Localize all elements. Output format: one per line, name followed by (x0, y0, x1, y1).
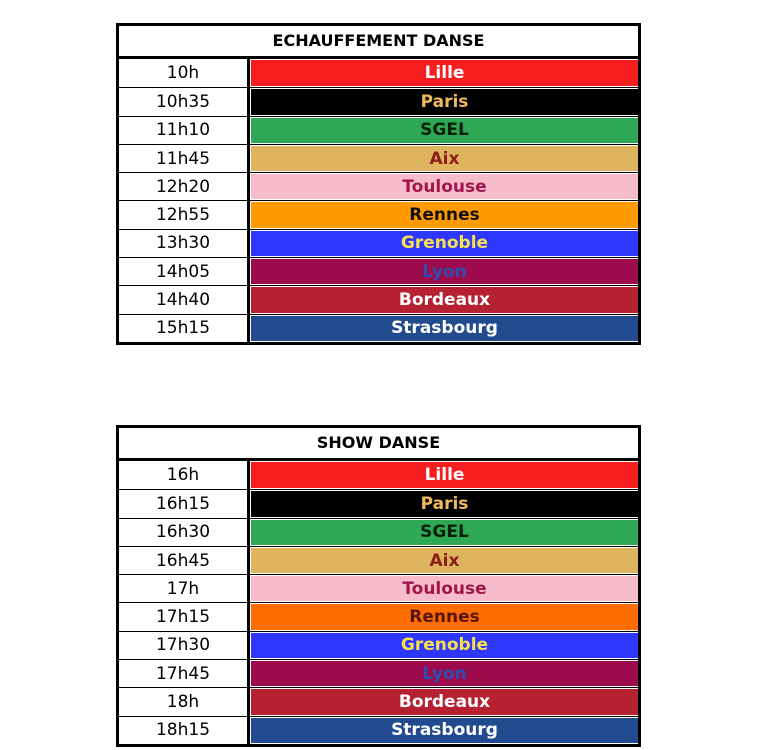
warmup-schedule-table (116, 23, 641, 345)
time-cell: 17h15 (119, 603, 250, 630)
city-cell: Paris (251, 89, 638, 114)
city-cell: Bordeaux (251, 689, 638, 714)
table-row (119, 716, 638, 744)
city-cell: Strasbourg (251, 718, 638, 743)
time-cell: 11h10 (119, 117, 250, 144)
table-title: SHOW DANSE (119, 428, 638, 461)
time-cell: 14h05 (119, 258, 250, 285)
city-cell: Toulouse (251, 576, 638, 601)
table-row (119, 144, 638, 172)
time-cell: 16h15 (119, 490, 250, 517)
city-cell: Lyon (251, 661, 638, 686)
show-schedule-table (116, 425, 641, 747)
table-row (119, 59, 638, 87)
time-cell: 14h40 (119, 286, 250, 313)
time-cell: 17h (119, 575, 250, 602)
time-cell: 17h45 (119, 660, 250, 687)
time-cell: 10h35 (119, 88, 250, 115)
table-row (119, 546, 638, 574)
city-cell: Lille (251, 60, 638, 86)
time-cell: 15h15 (119, 315, 250, 342)
city-cell: Rennes (251, 604, 638, 629)
time-cell: 12h20 (119, 173, 250, 200)
time-cell: 11h45 (119, 145, 250, 172)
table-row (119, 87, 638, 115)
time-cell: 12h55 (119, 201, 250, 228)
city-cell: Toulouse (251, 174, 638, 199)
city-cell: Lille (251, 462, 638, 488)
table-row (119, 200, 638, 228)
city-cell: Bordeaux (251, 287, 638, 312)
time-cell: 16h45 (119, 547, 250, 574)
table-row (119, 257, 638, 285)
table-title: ECHAUFFEMENT DANSE (119, 26, 638, 59)
schedule-rows (119, 461, 638, 744)
table-row (119, 285, 638, 313)
time-cell: 16h (119, 461, 250, 489)
city-cell: Rennes (251, 202, 638, 227)
table-row (119, 602, 638, 630)
table-row (119, 687, 638, 715)
table-row (119, 518, 638, 546)
table-row (119, 574, 638, 602)
table-row (119, 631, 638, 659)
city-cell: Strasbourg (251, 316, 638, 341)
table-row (119, 172, 638, 200)
city-cell: SGEL (251, 118, 638, 143)
time-cell: 10h (119, 59, 250, 87)
table-row (119, 229, 638, 257)
city-cell: Grenoble (251, 231, 638, 256)
city-cell: Grenoble (251, 633, 638, 658)
time-cell: 18h (119, 688, 250, 715)
table-row (119, 489, 638, 517)
schedule-rows (119, 59, 638, 342)
time-cell: 16h30 (119, 519, 250, 546)
city-cell: Paris (251, 491, 638, 516)
city-cell: Lyon (251, 259, 638, 284)
table-row (119, 461, 638, 489)
city-cell: Aix (251, 146, 638, 171)
time-cell: 17h30 (119, 632, 250, 659)
table-row (119, 116, 638, 144)
table-row (119, 314, 638, 342)
time-cell: 18h15 (119, 717, 250, 744)
table-row (119, 659, 638, 687)
city-cell: SGEL (251, 520, 638, 545)
city-cell: Aix (251, 548, 638, 573)
time-cell: 13h30 (119, 230, 250, 257)
